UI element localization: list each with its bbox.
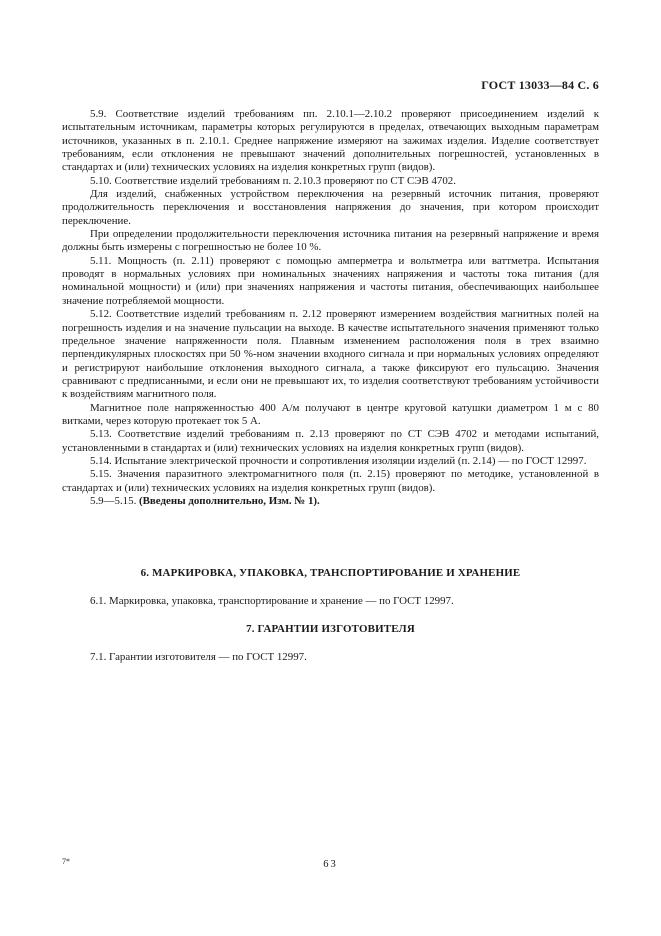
paragraph-5-12-field: Магнитное поле напряженностью 400 А/м получают в центре круговой катушки диаметром 1 м с 80 витками, через которую протекает ток 5 А. — [62, 401, 599, 427]
amendment-text: (Введены дополнительно, Изм. № 1). — [139, 494, 320, 507]
section-6-title: 6. МАРКИРОВКА, УПАКОВКА, ТРАНСПОРТИРОВАНИЕ И ХРАНЕНИЕ — [140, 567, 521, 579]
page-header: ГОСТ 13033—84 С. 6 — [481, 78, 599, 92]
paragraph-5-13: 5.13. Соответствие изделий требованиям п. 2.13 проверяют по СТ СЭВ 4702 и методами испытаний, установленными в стандартах и (или) технических условиях на изделия конкретных групп (видов). — [62, 428, 599, 454]
paragraph-5-10: 5.10. Соответствие изделий требованиям п. 2.10.3 проверяют по СТ СЭВ 4702. — [90, 174, 456, 187]
paragraph-5-10-switch: Для изделий, снабженных устройством переключения на резервный источник питания, проверяют продолжительность переключения и восстановления напряжения до значения, при котором происходит переключение. — [62, 188, 599, 227]
paragraph-5-15: 5.15. Значения паразитного электромагнитного поля (п. 2.15) проверяют по методике, установленной в стандартах и (или) технических условиях на изделия конкретных групп (видов). — [62, 468, 599, 494]
paragraph-5-14: 5.14. Испытание электрической прочности и сопротивления изоляции изделий (п. 2.14) — по ГОСТ 12997. — [90, 454, 587, 467]
paragraph-5-10-accuracy: При определении продолжительности переключения источника питания на резервный напряжение и время должны быть измерены с погрешностью не более 10 %. — [62, 228, 599, 254]
section-6-text: 6.1. Маркировка, упаковка, транспортирование и хранение — по ГОСТ 12997. — [90, 595, 454, 607]
section-7-title: 7. ГАРАНТИИ ИЗГОТОВИТЕЛЯ — [246, 623, 415, 635]
main-text — [62, 108, 599, 508]
paragraph-5-11: 5.11. Мощность (п. 2.11) проверяют с помощью амперметра и вольтметра или ваттметра. Испытания проводят в нормальных условиях при номинальных значениях напряжения и частоты тока питания (для номинальной мощности) и (или) при значениях напряжения и частоты питания, обеспечивающих наибольшее значение потребляемой мощности. — [62, 254, 599, 307]
section-7-text: 7.1. Гарантии изготовителя — по ГОСТ 12997. — [90, 651, 307, 663]
sheet-mark: 7* — [62, 857, 70, 866]
paragraph-5-9: 5.9. Соответствие изделий требованиям пп. 2.10.1—2.10.2 проверяют присоединением изделий к испытательным источникам, параметры которых регулируются в пределах, отвечающих выходным параметрам источников, указанных в п. 2.10.1. Среднее напряжение измеряют на зажимах изделия. Изделие соответствует требованиям, если отклонения не превышают значений дополнительных погрешностей, установленных в стандартах и (или) технических условиях на изделия конкретных групп (видов). — [62, 108, 599, 174]
page-number: 63 — [323, 859, 338, 870]
paragraph-5-12: 5.12. Соответствие изделий требованиям п. 2.12 проверяют измерением воздействия магнитных полей на погрешность изделия и на значение пульсации на выходе. В качестве испытательного значения применяют только предельное значение напряженности поля. Плавным изменением расположения поля в трех взаимно перпендикулярных плоскостях при 50 %-ном значении входного сигнала и при нормальных условиях определяют и регистрируют наибольшие отклонения выходного сигнала, а также фиксируют его пульсацию. Значения сравнивают с предписанными, и если они не превышают их, то изделия соответствуют требованиям устойчивости к воздействиям магнитного поля. — [62, 308, 599, 401]
amendment-range: 5.9—5.15. — [90, 494, 137, 507]
amendment-note — [62, 495, 599, 508]
